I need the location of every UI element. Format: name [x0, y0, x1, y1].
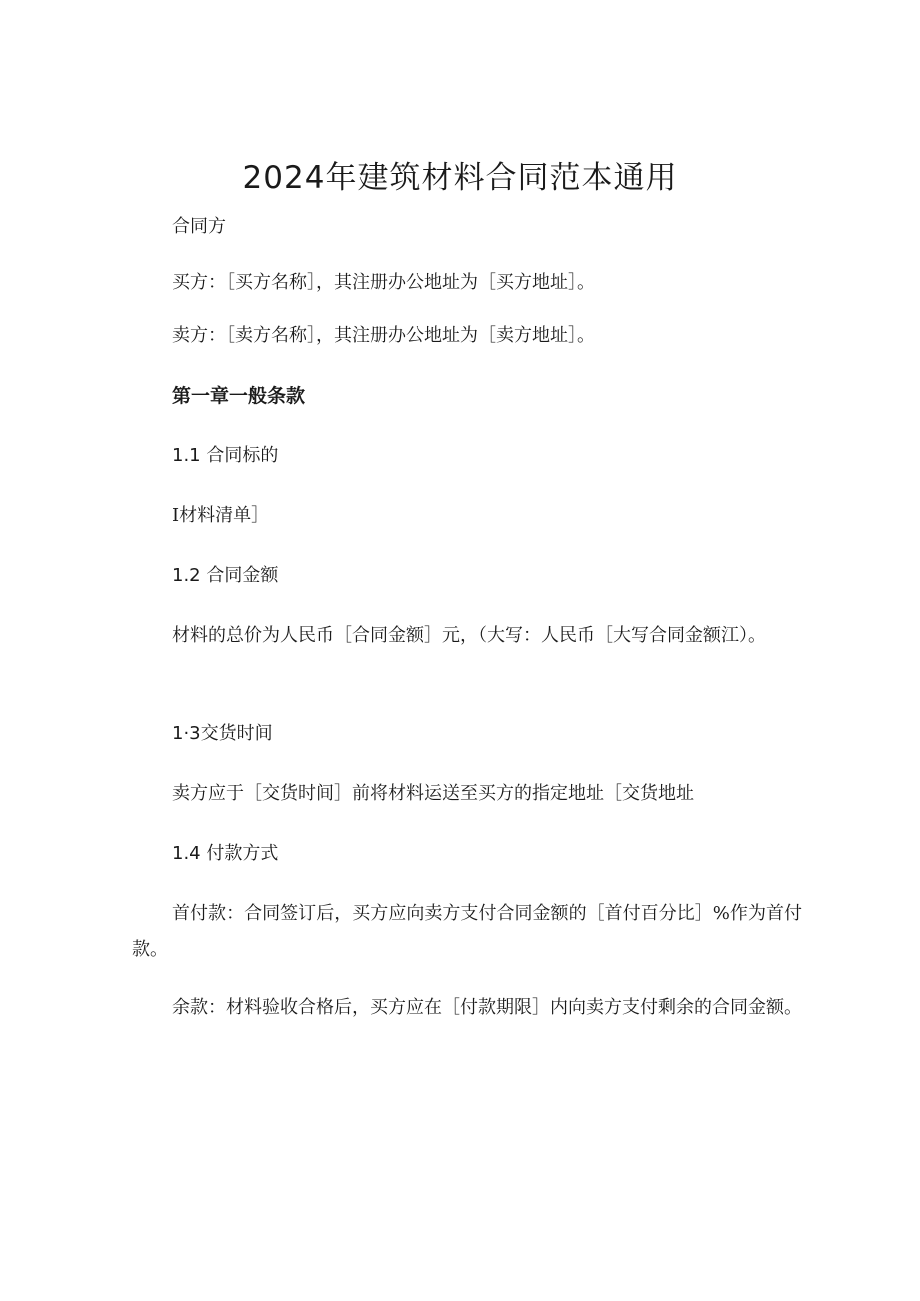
section-1-4-title: 1.4 付款方式	[172, 843, 279, 864]
seller-line: 卖方：［卖方名称］，其注册办公地址为［卖方地址］。	[172, 325, 595, 346]
section-1-1-title: 1.1 合同标的	[172, 445, 279, 466]
document-title: 2024年建筑材料合同范本通用	[242, 160, 678, 196]
parties-heading: 合同方	[172, 216, 226, 237]
chapter-1-title: 第一章一般条款	[172, 385, 306, 407]
section-1-4-body-1: 首付款：合同签订后，买方应向卖方支付合同金额的［首付百分比］%作为首付款。	[132, 903, 802, 960]
section-1-2-title: 1.2 合同金额	[172, 565, 279, 586]
section-1-3-body: 卖方应于［交货时间］前将材料运送至买方的指定地址［交货地址	[172, 783, 694, 804]
section-1-1-body: I材料清单］	[172, 505, 270, 526]
section-1-3-title: 1·3交货时间	[172, 723, 273, 744]
section-1-2-body: 材料的总价为人民币［合同金额］元，（大写：人民币［大写合同金额江）。	[172, 625, 766, 646]
buyer-line: 买方：［买方名称］，其注册办公地址为［买方地址］。	[172, 272, 595, 293]
section-1-4-body-2: 余款：材料验收合格后，买方应在［付款期限］内向卖方支付剩余的合同金额。	[172, 997, 802, 1018]
